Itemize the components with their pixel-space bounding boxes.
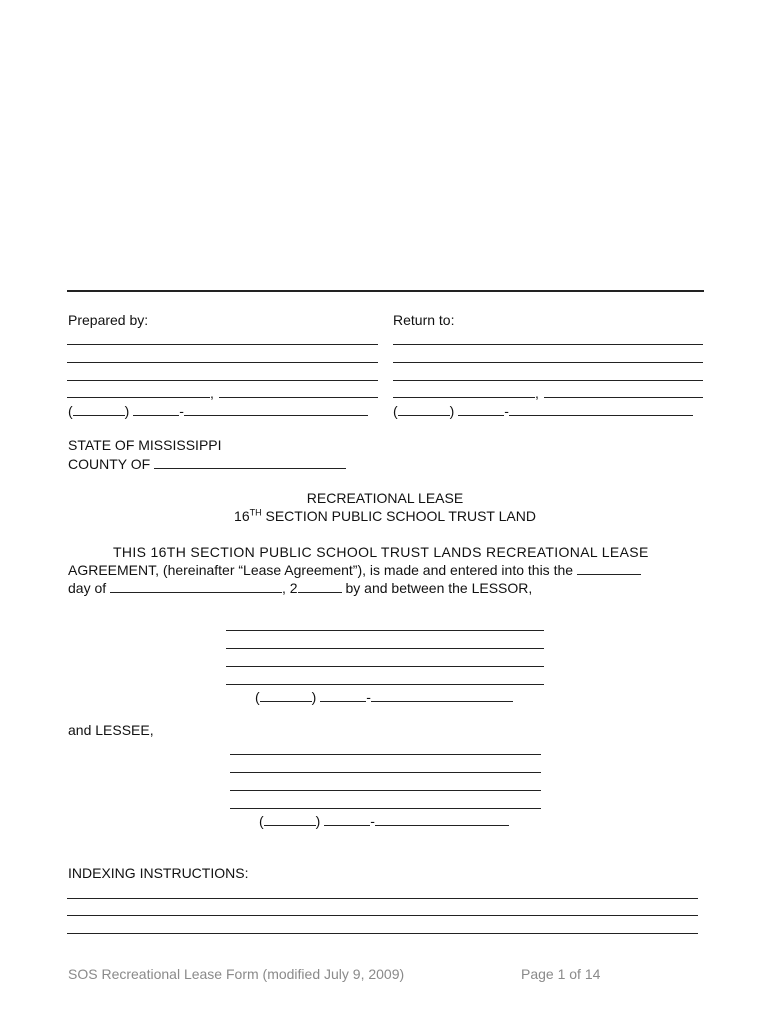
number-blank[interactable] (375, 812, 509, 826)
year-field[interactable] (298, 579, 342, 593)
return-to-line-3[interactable] (393, 380, 703, 381)
footer-page-number: Page 1 of 14 (521, 966, 601, 982)
county-field[interactable] (154, 455, 346, 469)
prefix-blank[interactable] (320, 688, 366, 702)
day-field[interactable] (577, 561, 641, 575)
prepared-by-comma: , (210, 385, 214, 401)
prepared-by-phone[interactable]: ( ) - (68, 402, 368, 419)
return-to-label: Return to: (393, 312, 455, 328)
lessee-line-3[interactable] (230, 790, 541, 791)
intro-line-1: THIS 16TH SECTION PUBLIC SCHOOL TRUST LANDS RECREATIONAL LEASE (113, 544, 649, 560)
lessee-line-4[interactable] (230, 808, 541, 809)
footer-form-name: SOS Recreational Lease Form (modified July 9, 2009) (68, 966, 405, 982)
lessor-line-3[interactable] (226, 666, 544, 667)
prepared-by-city-line[interactable] (67, 397, 210, 398)
document-title: RECREATIONAL LEASE (306, 490, 464, 506)
intro-paragraph (68, 543, 702, 597)
lessee-line-1[interactable] (230, 754, 541, 755)
number-blank[interactable] (371, 688, 513, 702)
document-subtitle: 16TH SECTION PUBLIC SCHOOL TRUST LAND (234, 507, 536, 524)
prepared-by-line-2[interactable] (67, 362, 378, 363)
prepared-by-state-line[interactable] (219, 397, 378, 398)
intro-line-2: AGREEMENT, (hereinafter “Lease Agreement”), is made and entered into this the (68, 561, 702, 579)
area-code-blank[interactable] (264, 812, 316, 826)
indexing-label: INDEXING INSTRUCTIONS: (68, 865, 249, 881)
prefix-blank[interactable] (458, 402, 504, 416)
state-heading: STATE OF MISSISSIPPI (68, 437, 222, 453)
prepared-by-label: Prepared by: (68, 312, 149, 328)
lessee-label: and LESSEE, (68, 722, 154, 738)
header-rule (67, 290, 704, 292)
indexing-line-1[interactable] (67, 898, 698, 899)
prepared-by-line-1[interactable] (67, 344, 378, 345)
lessor-line-2[interactable] (226, 648, 544, 649)
return-to-comma: , (535, 385, 539, 401)
indexing-line-3[interactable] (67, 933, 698, 934)
return-to-phone[interactable]: ( ) - (393, 402, 693, 419)
area-code-blank[interactable] (398, 402, 450, 416)
prefix-blank[interactable] (133, 402, 179, 416)
area-code-blank[interactable] (260, 688, 312, 702)
lessee-line-2[interactable] (230, 772, 541, 773)
return-to-state-line[interactable] (544, 397, 703, 398)
lessor-line-1[interactable] (226, 630, 544, 631)
indexing-line-2[interactable] (67, 915, 698, 916)
county-label: COUNTY OF (68, 455, 346, 472)
prefix-blank[interactable] (324, 812, 370, 826)
number-blank[interactable] (184, 402, 368, 416)
return-to-city-line[interactable] (393, 397, 535, 398)
lessor-phone[interactable]: ( ) - (255, 688, 513, 705)
return-to-line-1[interactable] (393, 344, 703, 345)
month-field[interactable] (110, 579, 282, 593)
prepared-by-line-3[interactable] (67, 380, 378, 381)
lessee-phone[interactable]: ( ) - (259, 812, 509, 829)
intro-line-3: day of , 2 by and between the LESSOR, (68, 580, 533, 596)
return-to-line-2[interactable] (393, 362, 703, 363)
number-blank[interactable] (509, 402, 693, 416)
lessor-line-4[interactable] (226, 684, 544, 685)
area-code-blank[interactable] (73, 402, 125, 416)
